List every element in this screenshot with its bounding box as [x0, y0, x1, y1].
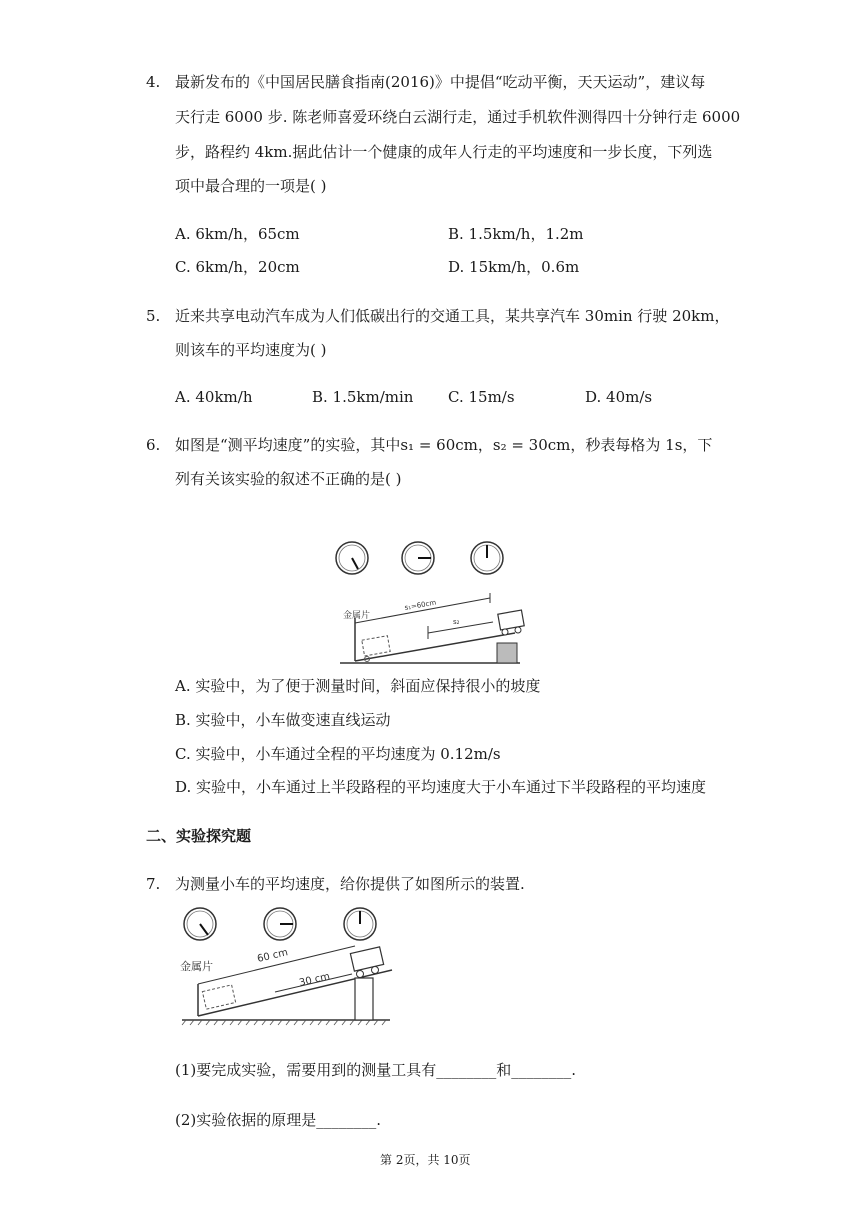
q6-label-s2: s₂: [453, 618, 460, 626]
q7-label-30: 30 cm: [298, 971, 332, 989]
q4-line-1: 最新发布的《中国居民膳食指南(2016)》中提倡“吃动平衡，天天运动”，建议每: [175, 73, 706, 91]
page-footer: 第 2页，共 10页: [380, 1153, 471, 1167]
q6-option-c[interactable]: C. 实验中，小车通过全程的平均速度为 0.12m/s: [175, 745, 501, 763]
q6-line-2: 列有关该实验的叙述不正确的是( ): [175, 470, 402, 488]
q4-option-b[interactable]: B. 1.5km/h，1.2m: [448, 225, 584, 243]
q4-line-4: 项中最合理的一项是( ): [175, 177, 327, 195]
q6-option-d[interactable]: D. 实验中，小车通过上半段路程的平均速度大于小车通过下半段路程的平均速度: [175, 778, 707, 796]
q4-number: 4.: [146, 73, 161, 91]
q7-sub2: (2)实验依据的原理是________.: [175, 1111, 382, 1129]
q6-number: 6.: [146, 436, 161, 454]
stopwatch-icon: [264, 908, 296, 940]
q4-line-3: 步，路程约 4km.据此估计一个健康的成年人行走的平均速度和一步长度，下列选: [175, 143, 713, 161]
q7-number: 7.: [146, 875, 161, 893]
q7-figure: [180, 904, 395, 1026]
stopwatch-icon: [471, 542, 503, 574]
q5-option-c[interactable]: C. 15m/s: [448, 388, 515, 406]
q7-sub1: (1)要完成实验，需要用到的测量工具有________和________.: [175, 1061, 577, 1079]
q4-option-c[interactable]: C. 6km/h，20cm: [175, 258, 300, 276]
q4-option-d[interactable]: D. 15km/h，0.6m: [448, 258, 580, 276]
q6-label-s1: s₁=60cm: [403, 598, 437, 612]
q5-option-b[interactable]: B. 1.5km/min: [312, 388, 414, 406]
q5-line-1: 近来共享电动汽车成为人们低碳出行的交通工具，某共享汽车 30min 行驶 20km，: [175, 307, 730, 325]
q5-number: 5.: [146, 307, 161, 325]
q6-figure: [335, 538, 525, 668]
q4-line-2: 天行走 6000 步. 陈老师喜爱环绕白云湖行走，通过手机软件测得四十分钟行走 6000: [175, 108, 741, 126]
q4-option-a[interactable]: A. 6km/h，65cm: [175, 225, 300, 243]
q5-line-2: 则该车的平均速度为( ): [175, 341, 327, 359]
q5-option-d[interactable]: D. 40m/s: [585, 388, 653, 406]
q6-option-b[interactable]: B. 实验中，小车做变速直线运动: [175, 711, 391, 729]
section-title: 二、实验探究题: [146, 827, 252, 845]
q7-text: 为测量小车的平均速度，给你提供了如图所示的装置.: [175, 875, 525, 893]
q6-option-a[interactable]: A. 实验中，为了便于测量时间，斜面应保持很小的坡度: [175, 677, 541, 695]
q6-label-plate: 金属片: [343, 611, 371, 621]
q7-label-60: 60 cm: [256, 947, 290, 965]
stopwatch-icon: [402, 542, 434, 574]
stopwatch-icon: [336, 542, 368, 574]
stopwatch-icon: [184, 908, 216, 940]
stopwatch-icon: [344, 908, 376, 940]
q5-option-a[interactable]: A. 40km/h: [175, 388, 253, 406]
q7-label-plate: 金属片: [180, 960, 213, 973]
q6-line-1: 如图是“测平均速度”的实验，其中s₁ = 60cm，s₂ = 30cm，秒表每格为 1s，下: [175, 436, 713, 454]
